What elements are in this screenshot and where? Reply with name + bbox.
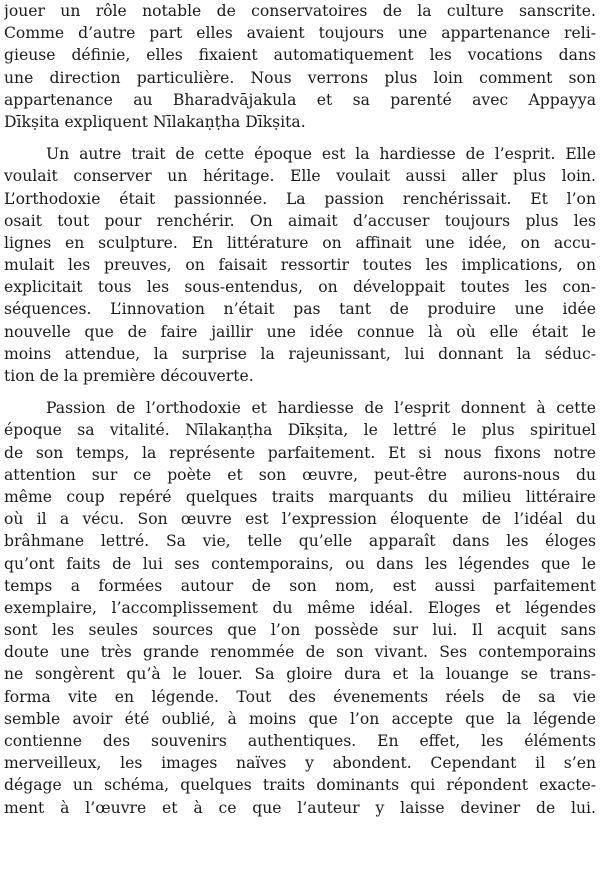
- text-line: gieuse définie, elles fixaient automatiquement les vocations dans: [4, 46, 596, 65]
- text-line: Comme d’autre part elles avaient toujours une appartenance reli-: [4, 24, 596, 43]
- text-line: moins attendue, la surprise la rajeunissant, lui donnant la séduc-: [4, 344, 596, 363]
- text-line: Un autre trait de cette époque est la hardiesse de l’esprit. Elle: [46, 145, 596, 164]
- text-line: Passion de l’orthodoxie et hardiesse de l’esprit donnent à cette: [46, 399, 596, 418]
- text-line: doute une très grande renommée de son vivant. Ses contemporains: [4, 643, 596, 662]
- text-line: tion de la première découverte.: [4, 367, 254, 385]
- text-line: nouvelle que de faire jaillir une idée connue là où elle était le: [4, 322, 596, 341]
- text-line: Dīkṣita expliquent Nīlakaṇṭha Dīkṣita.: [4, 112, 306, 131]
- text-line: osait tout pour renchérir. On aimait d’accuser toujours plus les: [4, 211, 596, 230]
- paragraph-1: [4, 0, 596, 133]
- text-line: dégage un schéma, quelques traits dominants qui répondent exacte-: [4, 776, 596, 795]
- text-line: une direction particulière. Nous verrons plus loin comment son: [4, 68, 596, 87]
- text-line: voulait conserver un héritage. Elle voulait aussi aller plus loin.: [4, 167, 596, 186]
- text-line: explicitait tous les sous-entendus, on développait toutes les con-: [4, 278, 596, 297]
- text-line: lignes en sculpture. En littérature on affinait une idée, on accu-: [4, 233, 596, 252]
- text-line: séquences. L’innovation n’était pas tant de produire une idée: [4, 300, 596, 319]
- text-line: merveilleux, les images naïves y abondent. Cependant il s’en: [4, 754, 596, 773]
- text-line: qu’ont faits de lui ses contemporains, ou dans les légendes que le: [4, 554, 596, 573]
- text-line: où il a vécu. Son œuvre est l’expression éloquente de l’idéal du: [4, 510, 596, 529]
- text-line: contienne des souvenirs authentiques. En effet, les éléments: [4, 732, 596, 750]
- text-line: forma vite en légende. Tout des évenements réels de sa vie: [4, 687, 596, 706]
- text-line: de son temps, la représente parfaitement. Et si nous fixons notre: [4, 443, 596, 462]
- paragraph-2: [4, 143, 596, 387]
- text-line: ment à l’œuvre et à ce que l’auteur y laisse deviner de lui.: [4, 798, 596, 817]
- text-line: époque sa vitalité. Nīlakaṇṭha Dīkṣita, le lettré le plus spirituel: [4, 421, 596, 440]
- text-line: temps a formées autour de son nom, est aussi parfaitement: [4, 576, 596, 595]
- text-line: même coup repéré quelques traits marquants du milieu littéraire: [4, 487, 596, 506]
- text-line: attention sur ce poète et son œuvre, peut-être aurons-nous du: [4, 465, 596, 484]
- text-line: sont les seules sources que l’on possède sur lui. Il acquit sans: [4, 621, 596, 640]
- text-line: exemplaire, l’accomplissement du même idéal. Eloges et légendes: [4, 598, 596, 617]
- paragraph-3: [4, 397, 596, 819]
- text-line: mulait les preuves, on faisait ressortir toutes les implications, on: [4, 256, 596, 275]
- text-line: semble avoir été oublié, à moins que l’on accepte que la légende: [4, 709, 596, 728]
- text-line: brâhmane lettré. Sa vie, telle qu’elle apparaît dans les éloges: [4, 532, 596, 551]
- paragraph-spacer: [4, 387, 596, 397]
- text-line: jouer un rôle notable de conservatoires de la culture sanscrite.: [4, 2, 596, 20]
- text-line: appartenance au Bharadvājakula et sa parenté avec Appayya: [4, 90, 596, 109]
- text-line: ne songèrent qu’à le louer. Sa gloire dura et la louange se trans-: [4, 665, 596, 684]
- text-line: L’orthodoxie était passionnée. La passion renchérissait. Et l’on: [4, 189, 596, 208]
- paragraph-spacer: [4, 133, 596, 143]
